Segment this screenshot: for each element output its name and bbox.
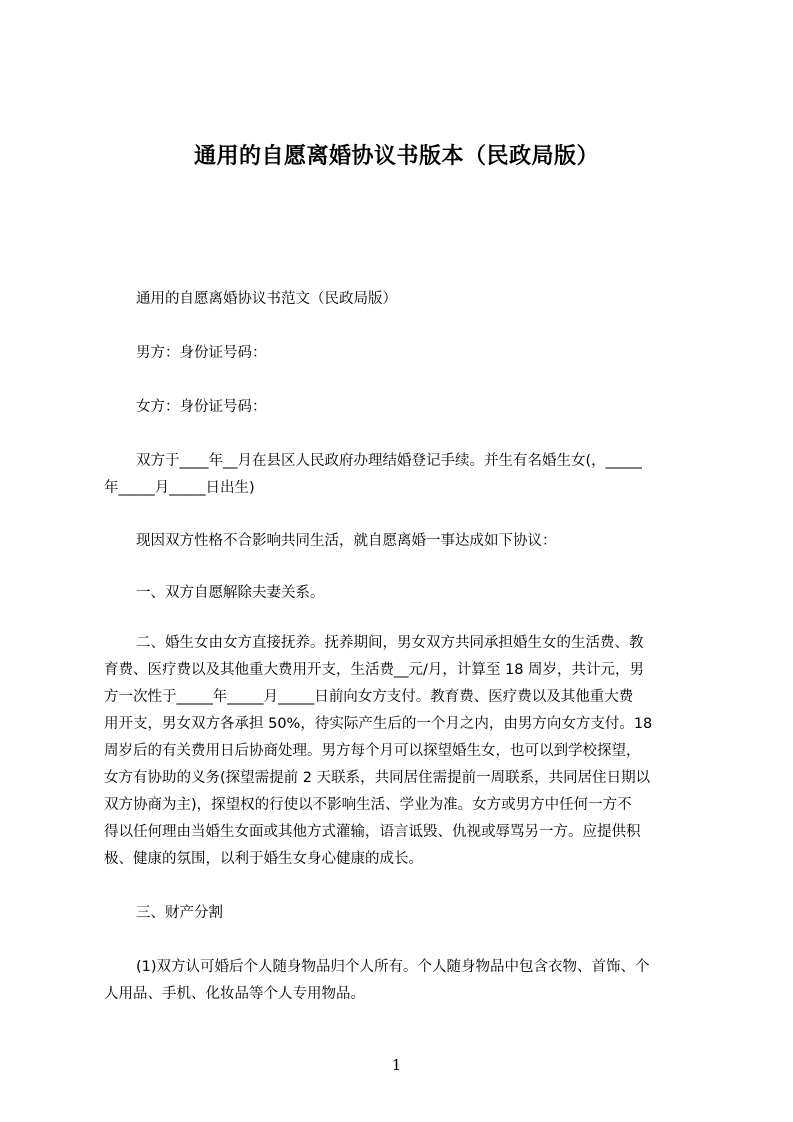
paragraph-line: 人用品、手机、化妆品等个人专用物品。 — [104, 986, 365, 1002]
paragraph-line: 二、婚生女由女方直接抚养。抚养期间，男女双方共同承担婚生女的生活费、教 — [136, 635, 644, 651]
paragraph-line: 年_____月_____日出生) — [104, 480, 255, 496]
paragraph-male-party — [104, 340, 700, 367]
page-number: 1 — [391, 1056, 402, 1074]
paragraph-female-party — [104, 394, 700, 421]
paragraph-line: 男方：身份证号码： — [136, 345, 267, 361]
paragraph-line: 用开支，男女双方各承担 50%，待实际产生后的一个月之内，由男方向女方支付。18 — [104, 716, 653, 732]
paragraph-line: 育费、医疗费以及其他重大费用开支，生活费__元/月，计算至 18 周岁，共计元，男 — [104, 662, 645, 678]
paragraph-marriage-info — [104, 448, 700, 502]
paragraph-line: 通用的自愿离婚协议书范文（民政局版） — [136, 291, 397, 307]
paragraph-line: 女方：身份证号码： — [136, 399, 267, 415]
paragraph-line: 方一次性于_____年_____月_____日前向女方支付。教育费、医疗费以及其他重大费 — [104, 689, 634, 705]
paragraph-clause-3 — [104, 900, 700, 927]
paragraph-line: 极、健康的氛围，以利于婚生女身心健康的成长。 — [104, 851, 423, 867]
paragraph-line: 现因双方性格不合影响共同生活，就自愿离婚一事达成如下协议： — [136, 533, 557, 549]
paragraph-preamble — [104, 528, 700, 555]
paragraph-line: 双方协商为主)，探望权的行使以不影响生活、学业为准。女方或男方中任何一方不 — [104, 797, 632, 813]
paragraph-clause-3-1 — [104, 954, 700, 1008]
paragraph-clause-2 — [104, 630, 700, 873]
document-title: 通用的自愿离婚协议书版本（民政局版） — [193, 144, 599, 169]
paragraph-line: 双方于____年__月在县区人民政府办理结婚登记手续。并生有名婚生女(，_____ — [136, 453, 642, 469]
paragraph-line: 三、财产分割 — [136, 905, 223, 921]
paragraph-clause-1 — [104, 580, 700, 607]
paragraph-line: (1)双方认可婚后个人随身物品归个人所有。个人随身物品中包含衣物、首饰、个 — [136, 959, 650, 975]
paragraph-line: 一、双方自愿解除夫妻关系。 — [136, 585, 325, 601]
paragraph-line: 女方有协助的义务(探望需提前 2 天联系，共同居住需提前一周联系，共同居住日期以 — [104, 770, 651, 786]
paragraph-line: 周岁后的有关费用日后协商处理。男方每个月可以探望婚生女，也可以到学校探望， — [104, 743, 641, 759]
paragraph-subtitle — [104, 286, 700, 313]
paragraph-line: 得以任何理由当婚生女面或其他方式灌输，语言诋毁、仇视或辱骂另一方。应提供积 — [104, 824, 641, 840]
